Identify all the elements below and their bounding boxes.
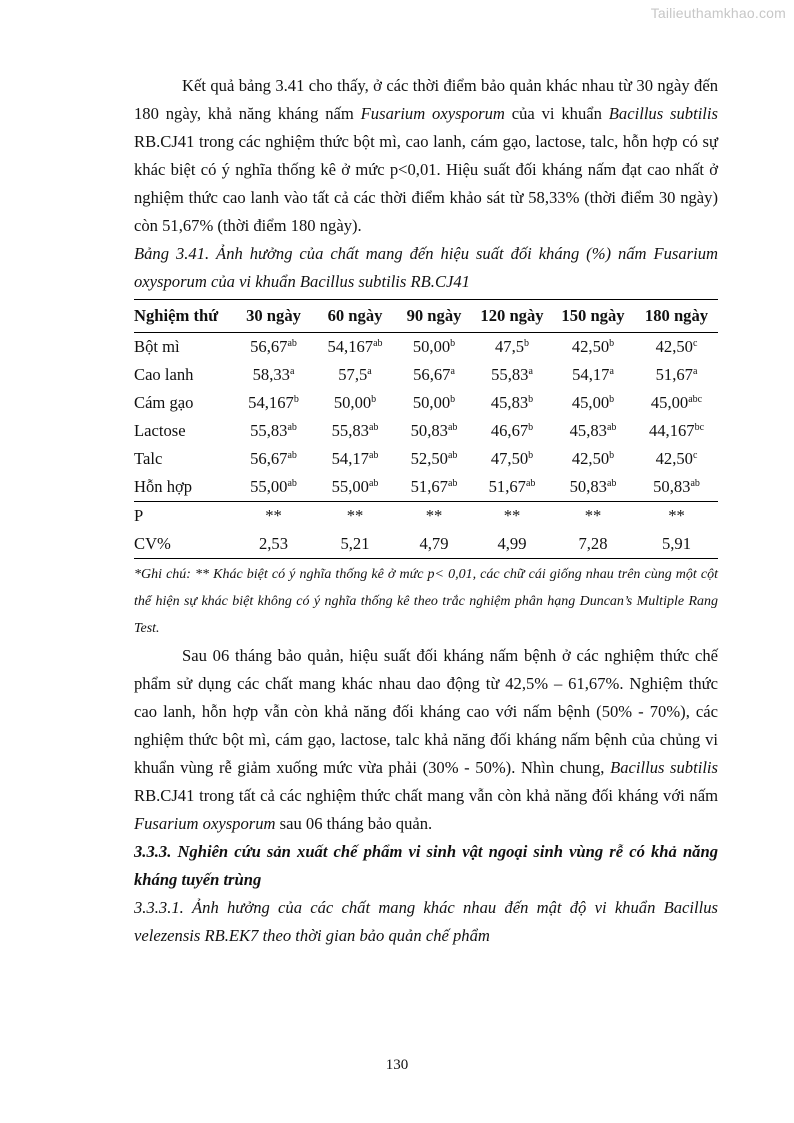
- cell-significance-letter: bc: [694, 422, 705, 433]
- cell-significance-letter: b: [450, 338, 456, 349]
- cell-value: 55,83: [491, 365, 529, 384]
- cell-value: 45,83: [569, 421, 607, 440]
- table-cell: [551, 333, 635, 362]
- cell-value: 51,67: [655, 365, 693, 384]
- cell-value: 50,00: [412, 393, 451, 412]
- paragraph-discussion: [134, 642, 718, 838]
- page-number: 130: [385, 1057, 409, 1073]
- watermark: Tailieuthamkhao.com: [650, 5, 786, 21]
- cell-value: 54,167: [248, 393, 294, 412]
- table-cell: [395, 389, 473, 417]
- table-cell: [635, 473, 718, 502]
- cell-significance-letter: c: [692, 338, 698, 349]
- cell-value: 42,50: [571, 449, 610, 468]
- table-cell: [315, 361, 395, 389]
- cell-significance-letter: ab: [606, 422, 617, 433]
- table-cell: 4,79: [395, 530, 473, 559]
- table-cell: [395, 445, 473, 473]
- table-cell: 7,28: [551, 530, 635, 559]
- table-cell: [635, 389, 718, 417]
- table-cell: 2,53: [232, 530, 315, 559]
- para2-species-1: Bacillus subtilis: [610, 758, 718, 777]
- cell-value: 55,00: [331, 477, 369, 496]
- row-label: Hỗn hợp: [134, 477, 193, 496]
- table-row: [134, 473, 718, 502]
- cell-value: 44,167: [648, 421, 695, 440]
- table-cell: [395, 473, 473, 502]
- table-caption: Bảng 3.41. Ảnh hưởng của chất mang đến hiệu suất đối kháng (%) nấm Fusarium oxysporum của vi khuẩn Bacillus subtilis RB.CJ41: [134, 244, 718, 291]
- table-cell: [551, 389, 635, 417]
- table-cell: [635, 417, 718, 445]
- subsection-heading: 3.3.3.1. Ảnh hưởng của các chất mang khác nhau đến mật độ vi khuẩn Bacillus velezensis RB.EK7 theo thời gian bảo quản chế phẩm: [134, 898, 718, 945]
- table-cell: 5,21: [315, 530, 395, 559]
- table-cell: [551, 473, 635, 502]
- table-cell: [232, 361, 315, 389]
- cell-significance-letter: b: [528, 450, 534, 461]
- cell-value: 51,67: [410, 477, 448, 496]
- cell-value: 56,67: [250, 337, 288, 356]
- row-label: CV%: [134, 530, 232, 559]
- table-cell: [473, 445, 551, 473]
- table-header-row: [134, 300, 718, 333]
- table-row: [134, 333, 718, 362]
- cell-value: 42,50: [655, 449, 693, 468]
- cell-value: 56,67: [413, 365, 451, 384]
- table-cell: [232, 473, 315, 502]
- cell-value: 55,00: [250, 477, 288, 496]
- table-note: *Ghi chú: ** Khác biệt có ý nghĩa thống kê ở mức p< 0,01, các chữ cái giống nhau trên cùng một cột thể hiện sự khác biệt không có ý nghĩa thống kê theo trắc nghiệm phân hạng Duncan’s Multiple Rang Test.: [134, 567, 718, 636]
- cell-value: 42,50: [655, 337, 693, 356]
- cell-significance-letter: abc: [688, 394, 703, 405]
- table-row: [134, 389, 718, 417]
- table-cell: [473, 361, 551, 389]
- header-150-days: 150 ngày: [551, 300, 635, 333]
- para1-text-2: của vi khuẩn: [504, 104, 609, 123]
- cell-value: 55,83: [331, 421, 369, 440]
- para2-text-3: sau 06 tháng bảo quản.: [275, 814, 433, 833]
- cell-value: 45,00: [650, 393, 689, 412]
- table-row: [134, 417, 718, 445]
- table-cell: [315, 417, 395, 445]
- row-label: P: [134, 502, 232, 531]
- cell-significance-letter: ab: [690, 478, 700, 489]
- cell-value: 47,5: [494, 337, 525, 356]
- table-row-p: [134, 502, 718, 531]
- para2-species-2: Fusarium oxysporum: [134, 814, 276, 833]
- table-cell: [395, 333, 473, 362]
- cell-significance-letter: ab: [287, 478, 297, 489]
- cell-significance-letter: b: [609, 450, 615, 461]
- cell-value: 46,67: [490, 421, 529, 440]
- cell-significance-letter: ab: [287, 422, 297, 433]
- table-row: [134, 361, 718, 389]
- cell-significance-letter: b: [528, 422, 534, 433]
- cell-value: 52,50: [410, 449, 448, 468]
- cell-significance-letter: b: [609, 394, 615, 405]
- table-cell: [315, 473, 395, 502]
- cell-significance-letter: b: [450, 394, 456, 405]
- table-cell: **: [232, 502, 315, 531]
- table-cell: **: [473, 502, 551, 531]
- cell-significance-letter: ab: [287, 450, 297, 461]
- cell-significance-letter: a: [289, 366, 295, 377]
- paragraph-results: [134, 72, 718, 240]
- row-label: Bột mì: [134, 337, 180, 356]
- cell-significance-letter: b: [371, 394, 377, 405]
- cell-significance-letter: a: [692, 366, 698, 377]
- para2-text-2: RB.CJ41 trong tất cả các nghiệm thức chất mang vẫn còn khả năng đối kháng với nấm: [134, 786, 718, 805]
- cell-value: 56,67: [250, 449, 288, 468]
- para2-text-1: Sau 06 tháng bảo quản, hiệu suất đối kháng nấm bệnh ở các nghiệm thức chế phẩm sử dụng các chất mang khác nhau dao động từ 42,5% – 61,67%. Nghiệm thức cao lanh, hỗn hợp vẫn còn khả năng đối kháng cao với nấm bệnh (50% - 70%), các nghiệm thức bột mì, cám gạo, lactose, talc khả năng đối kháng nấm bệnh của chủng vi khuẩn vùng rễ giảm xuống mức vừa phải (30% - 50%). Nhìn chung,: [134, 646, 718, 777]
- cell-significance-letter: a: [367, 366, 372, 377]
- page-content: [134, 72, 718, 950]
- cell-significance-letter: ab: [373, 338, 383, 349]
- cell-significance-letter: b: [293, 394, 299, 405]
- table-body: [134, 333, 718, 559]
- header-treatment: Nghiệm thứ: [134, 300, 232, 333]
- table-cell: [473, 417, 551, 445]
- cell-significance-letter: ab: [447, 422, 458, 433]
- table-cell: [232, 445, 315, 473]
- cell-value: 50,83: [653, 477, 691, 496]
- table-cell: [635, 445, 718, 473]
- table-row: [134, 445, 718, 473]
- table-cell: 4,99: [473, 530, 551, 559]
- row-label: Cao lanh: [134, 365, 194, 384]
- cell-value: 57,5: [338, 365, 368, 384]
- cell-significance-letter: ab: [287, 338, 297, 349]
- table-cell: [315, 389, 395, 417]
- cell-value: 54,167: [327, 337, 374, 356]
- table-cell: [315, 333, 395, 362]
- header-90-days: 90 ngày: [395, 300, 473, 333]
- row-label: Cám gạo: [134, 393, 194, 412]
- cell-significance-letter: a: [609, 366, 614, 377]
- cell-significance-letter: ab: [368, 450, 379, 461]
- cell-significance-letter: ab: [368, 478, 379, 489]
- cell-significance-letter: b: [524, 338, 530, 349]
- cell-value: 45,00: [571, 393, 610, 412]
- table-cell: [551, 445, 635, 473]
- table-cell: **: [551, 502, 635, 531]
- table-cell: [551, 417, 635, 445]
- cell-value: 55,83: [250, 421, 288, 440]
- para1-species-1: Fusarium oxysporum: [360, 104, 505, 123]
- table-cell: **: [635, 502, 718, 531]
- table-cell: [232, 333, 315, 362]
- header-120-days: 120 ngày: [473, 300, 551, 333]
- table-cell: [395, 361, 473, 389]
- header-180-days: 180 ngày: [635, 300, 718, 333]
- cell-value: 47,50: [490, 449, 529, 468]
- cell-significance-letter: c: [692, 450, 698, 461]
- cell-significance-letter: b: [609, 338, 615, 349]
- cell-significance-letter: a: [528, 366, 533, 377]
- cell-significance-letter: a: [450, 366, 455, 377]
- cell-value: 51,67: [488, 477, 526, 496]
- table-cell: [635, 333, 718, 362]
- cell-significance-letter: b: [528, 394, 534, 405]
- cell-significance-letter: ab: [606, 478, 617, 489]
- cell-value: 50,83: [569, 477, 607, 496]
- cell-value: 50,00: [412, 337, 451, 356]
- table-cell: **: [315, 502, 395, 531]
- cell-significance-letter: ab: [447, 450, 458, 461]
- table-cell: [232, 389, 315, 417]
- table-cell: [315, 445, 395, 473]
- antagonism-table: [134, 299, 718, 559]
- table-cell: [232, 417, 315, 445]
- header-60-days: 60 ngày: [315, 300, 395, 333]
- para1-text-1: Kết quả bảng 3.41 cho thấy, ở các thời điểm bảo quản khác nhau từ 30 ngày đến 180 ngày, khả năng kháng nấm: [134, 76, 718, 123]
- row-label: Talc: [134, 449, 163, 468]
- table-cell: [473, 333, 551, 362]
- para1-species-2: Bacillus subtilis: [608, 104, 718, 123]
- table-cell: **: [395, 502, 473, 531]
- section-heading: 3.3.3. Nghiên cứu sản xuất chế phẩm vi sinh vật ngoại sinh vùng rễ có khả năng kháng tuyến trùng: [134, 842, 718, 889]
- cell-value: 50,00: [333, 393, 372, 412]
- cell-value: 45,83: [490, 393, 529, 412]
- cell-significance-letter: ab: [368, 422, 379, 433]
- cell-significance-letter: ab: [447, 478, 458, 489]
- table-cell: [473, 473, 551, 502]
- header-30-days: 30 ngày: [232, 300, 315, 333]
- table-row-cv: [134, 530, 718, 559]
- cell-value: 54,17: [331, 449, 369, 468]
- cell-value: 42,50: [571, 337, 610, 356]
- table-cell: [551, 361, 635, 389]
- cell-value: 58,33: [252, 365, 290, 384]
- cell-value: 54,17: [572, 365, 610, 384]
- table-cell: 5,91: [635, 530, 718, 559]
- para1-text-3: RB.CJ41 trong các nghiệm thức bột mì, cao lanh, cám gạo, lactose, talc, hỗn hợp có sự khác biệt có ý nghĩa thống kê ở mức p<0,01. Hiệu suất đối kháng nấm đạt cao nhất ở nghiệm thức cao lanh vào tất cả các thời điểm khảo sát từ 58,33% (thời điểm 30 ngày) còn 51,67% (thời điểm 180 ngày).: [134, 132, 718, 235]
- cell-value: 50,83: [410, 421, 448, 440]
- row-label: Lactose: [134, 421, 186, 440]
- table-cell: [635, 361, 718, 389]
- table-cell: [473, 389, 551, 417]
- table-cell: [395, 417, 473, 445]
- cell-significance-letter: ab: [525, 478, 536, 489]
